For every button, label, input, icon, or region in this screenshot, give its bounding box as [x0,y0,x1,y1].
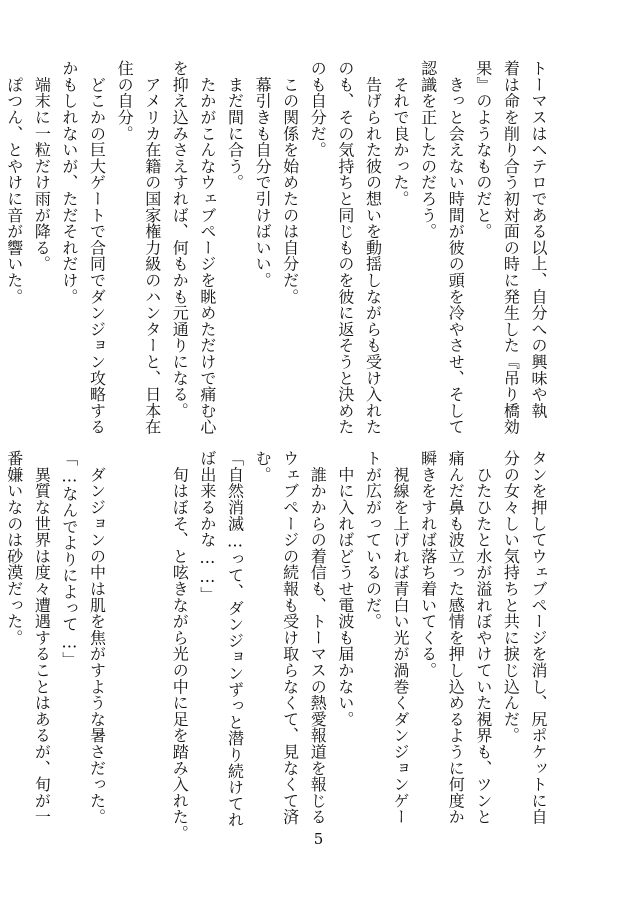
text-line: 異質な世界は度々遭遇することはあるが、旬が一 [32,450,52,825]
text-line: かもしれないが、ただそれだけ。 [59,60,79,305]
text-line: トーマスはヘテロである以上、自分への興味や執 [529,60,548,419]
text-line: 誰かからの着信も、トーマスの熱愛報道を報じる [308,450,328,825]
text-line: ば出来るかな……」 [197,450,217,603]
text-line: む。 [253,450,273,483]
text-line: のも、その気持ちと同じものを彼に返そうと決めた [335,60,355,435]
text-line: 端末に一粒だけ雨が降る。 [32,60,52,272]
lower-text-block [4,450,552,842]
text-line: それで良かった。 [391,60,411,207]
text-line [138,450,166,830]
text-line: ぽつん、とやけに音が響いた。 [4,60,24,305]
upper-text-block [4,60,552,435]
text-line: トが広がっているのだ。 [363,450,383,630]
text-line: ウェブページの続報も受け取らなくて、見なくて済 [280,450,300,825]
text-line: 告げられた彼の想いを動揺しながらも受け入れた [363,60,383,435]
text-line: 「…なんでよりによって…」 [59,450,79,668]
text-line: 番嫌いなのは砂漠だった。 [4,450,24,646]
text-line: 「自然消滅…って、ダンジョンずっと潜り続けてれ [225,450,245,828]
text-line: 中に入ればどうせ電波も届かない。 [335,450,355,728]
text-line: 幕引きも自分で引けばいい。 [253,60,273,289]
text-line: たかがこんなウェブページを眺めただけで痛む心 [197,60,217,435]
text-line: アメリカ在籍の国家権力級のハンターと、日本在 [142,60,162,435]
text-line: この関係を始めたのは自分だ。 [280,60,300,305]
text-line: ダンジョンの中は肌を焦がすような暑さだった。 [87,450,107,825]
text-line: まだ間に合う。 [225,60,245,191]
text-line: タンを押してウェブページを消し、尻ポケットに自 [529,450,548,825]
text-line: のも自分だ。 [308,60,328,158]
text-line: 果』のようなものだと。 [473,60,493,240]
text-line: 視線を上げれば青白い光が渦巻くダンジョンゲー [391,450,411,825]
text-line: 住の自分。 [115,60,135,142]
text-line: を抑え込みさえすれば、何もかも元通りになる。 [170,60,190,419]
text-line: 着は命を削り合う初対面の時に発生した『吊り橋効 [501,60,521,435]
page-number: 5 [313,830,324,848]
text-line [111,450,139,830]
text-line: 痛んだ鼻も波立った感情を押し込めるように何度か [446,450,466,825]
text-line: きっと会えない時間が彼の頭を冷やさせ、そして [446,60,466,435]
text-line: 旬はぼそ、と呟きながら光の中に足を踏み入れた。 [170,450,190,842]
text-line: どこかの巨大ゲートで合同でダンジョン攻略する [87,60,107,435]
text-line: 認識を正したのだろう。 [418,60,438,240]
text-line: 分の女々しい気持ちと共に捩じ込んだ。 [501,450,521,744]
text-line: ひたひたと水が溢れぼやけていた視界も、ツンと [473,450,493,825]
text-line: 瞬きをすれば落ち着いてくる。 [418,450,438,679]
